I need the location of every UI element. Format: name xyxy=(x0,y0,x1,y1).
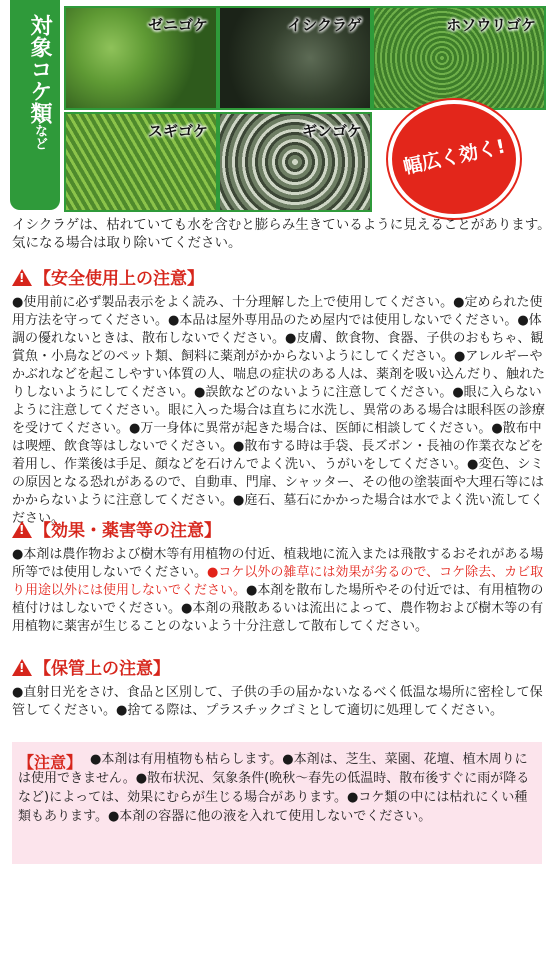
efficacy-text-1: ●本剤は農作物および樹木等有用植物の付近、植栽地に流入または飛散するおそれがある場所等では使用しないでください。 xyxy=(12,547,544,580)
warning-icon xyxy=(12,269,32,286)
safety-body: ●使用前に必ず製品表示をよく読み、十分理解した上で使用してください。●定められた使用方法を守ってください。●本品は屋外専用品のため屋内では使用しないでください。●体調の優れないときは、散布しないでください。●皮膚、飲食物、食器、子供のおもちゃ、観賞魚・小鳥などのペット類、飼料に薬剤がかからないようにしてください。●アレルギーやかぶれなどを起こしやすい体質の人、喘息の症状のある人は、薬剤を吸い込んだり、触れたりしないようにしてください。●誤飲などのないように注意してください。●眼に入らないように注意してください。眼に入った場合は直ちに水洗し、異常のある場合は眼科医の診療を受けてください。●万一身体に異常が起きた場合は、医師に相談してください。●散布中は喫煙、飲食等はしないでください。●散布する時は手袋、長ズボン・長袖の作業衣などを着用し、作業後は手足、顔などを石けんでよく洗い、うがいをしてください。●変色、シミの原因となる恐れがあるので、自動車、門扉、シャッター、その他の塗装面や大理石等にはかからないように注意してください。●庭石、墓石にかかった場合は水でよく洗い流してください。 xyxy=(12,295,546,526)
moss-photo-gingoke xyxy=(218,112,372,212)
side-label-main: 対象コケ類 xyxy=(27,14,52,124)
efficacy-section xyxy=(12,520,552,636)
moss-label: ギンゴケ xyxy=(302,122,362,140)
safety-section xyxy=(12,268,552,528)
moss-label: スギゴケ xyxy=(147,122,208,140)
warning-icon xyxy=(12,521,32,538)
wide-effect-badge xyxy=(388,100,520,218)
warning-icon xyxy=(12,659,32,676)
moss-label: ホソウリゴケ xyxy=(446,16,536,34)
efficacy-heading xyxy=(12,520,552,542)
efficacy-text-3: ●本剤を散布した場所やその付近では、有用植物の植付けはしないでください。●本剤の飛散あるいは流出によって、農作物および樹木等の有用植物に薬害が生じることのないよう十分注意して散布してください。 xyxy=(12,583,544,634)
caution-body: ●本剤は有用植物も枯らします。●本剤は、芝生、菜園、花壇、植木周りには使用できません。●散布状況、気象条件(晩秋〜春先の低温時、散布後すぐに雨が降るなど)によっては、効果にむらが生じる場合があります。●コケ類の中には枯れにくい種類もあります。●本剤の容器に他の液を入れて使用しないでください。 xyxy=(18,752,530,824)
moss-label: ゼニゴケ xyxy=(147,16,208,34)
safety-heading xyxy=(12,268,552,290)
badge-text: 幅広く効く! xyxy=(401,135,508,179)
efficacy-title: 【効果・薬害等の注意】 xyxy=(34,521,221,541)
storage-heading xyxy=(12,658,552,680)
caution-box xyxy=(12,742,542,864)
target-moss-side-label xyxy=(10,0,60,210)
moss-photo-hosourigoke xyxy=(372,6,546,110)
efficacy-text-red: ●コケ以外の雑草には効果が劣るので、コケ除去、カビ取り用途以外には使用しないでください。 xyxy=(12,565,544,598)
storage-section xyxy=(12,658,552,720)
intro-note: イシクラゲは、枯れていても水を含むと膨らみ生きているように見えることがあります。気になる場合は取り除いてください。 xyxy=(12,217,551,251)
target-moss-panel xyxy=(10,0,550,210)
storage-body: ●直射日光をさけ、食品と区別して、子供の手の届かないなるべく低温な場所に密栓して保管してください。●捨てる際は、プラスチックゴミとして適切に処理してください。 xyxy=(12,685,543,718)
moss-photo-zenigoke xyxy=(64,6,218,110)
moss-label: イシクラゲ xyxy=(287,16,362,34)
caution-tag: 【注意】 xyxy=(18,753,83,772)
moss-photo-sugigoke xyxy=(64,112,218,212)
safety-title: 【安全使用上の注意】 xyxy=(34,269,204,289)
storage-title: 【保管上の注意】 xyxy=(34,659,170,679)
moss-photo-ishikurage xyxy=(218,6,372,110)
efficacy-body xyxy=(12,546,552,636)
side-label-small: など xyxy=(32,124,47,150)
